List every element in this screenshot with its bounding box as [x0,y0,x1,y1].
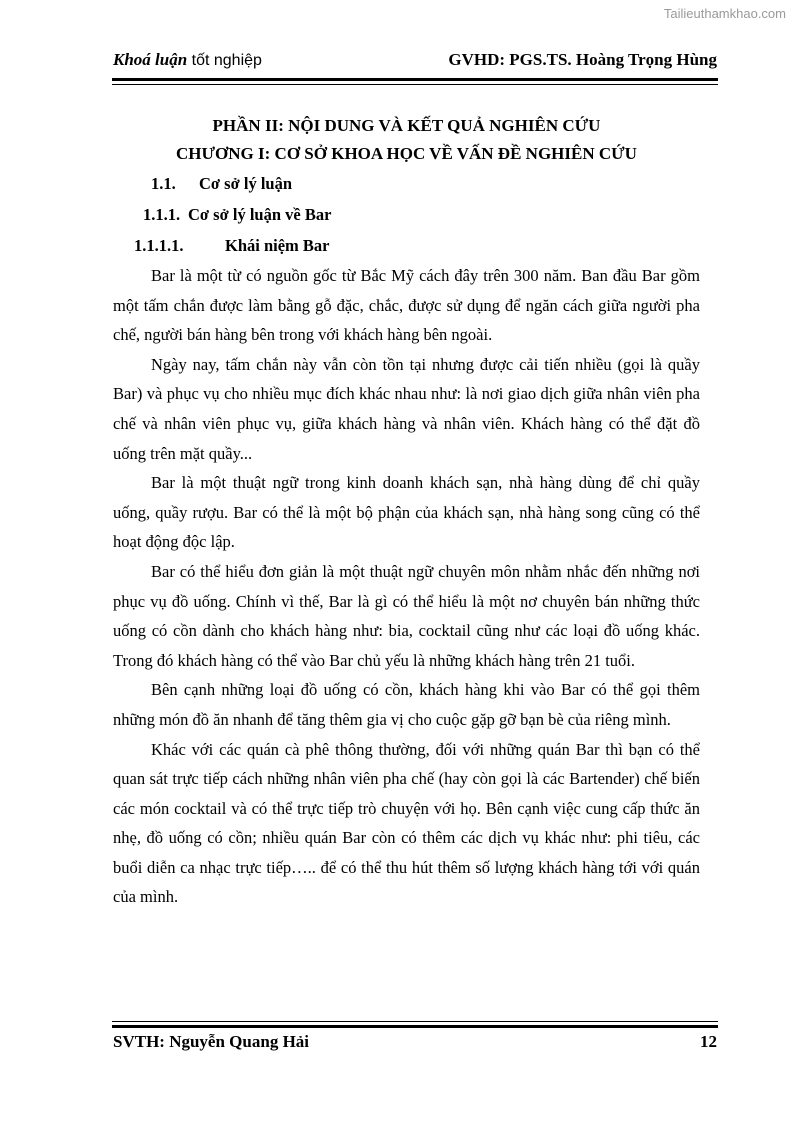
heading-number: 1.1.1.1. [134,236,184,255]
header-advisor: GVHD: PGS.TS. Hoàng Trọng Hùng [448,50,717,69]
heading-number: 1.1. [151,174,176,193]
paragraph: Bar là một từ có nguồn gốc từ Bắc Mỹ cách đây trên 300 năm. Ban đầu Bar gồm một tấm chắn được làm bằng gỗ đặc, chắc, được sử dụng để ngăn cách giữa người pha chế, người bán hàng bên trong với khách hàng bên ngoài. [113,266,700,345]
heading-1-1-1-1 [113,230,700,261]
heading-text: Khái niệm Bar [225,236,330,255]
page-body [113,112,700,912]
page-number: 12 [700,1032,717,1051]
header-rule-thick [112,78,718,81]
heading-number: 1.1.1. [143,205,181,224]
heading-text: Cơ sở lý luận về Bar [188,205,332,224]
watermark: Tailieuthamkhao.com [663,6,786,21]
page-header [113,50,717,70]
heading-text: Cơ sở lý luận [199,174,293,193]
footer-student: SVTH: Nguyễn Quang Hải [113,1032,310,1051]
header-left [113,50,262,70]
paragraph: Bar là một thuật ngữ trong kinh doanh khách sạn, nhà hàng dùng để chỉ quầy uống, quầy rượu. Bar có thể là một bộ phận của khách sạn, nhà hàng song cũng có thể hoạt động độc lập. [113,473,700,552]
header-thesis-label-rest: tốt nghiệp [187,52,262,69]
footer-rule-thin [112,1021,718,1022]
heading-1-1-1 [113,199,700,230]
header-thesis-label: Khoá luận [113,50,188,69]
paragraph: Bên cạnh những loại đồ uống có cồn, khách hàng khi vào Bar có thể gọi thêm những món đồ ăn nhanh để tăng thêm gia vị cho cuộc gặp gỡ bạn bè của riêng mình. [113,680,700,729]
page-footer [113,1032,717,1052]
footer-rule-thick [112,1025,718,1028]
chapter-title: CHƯƠNG I: CƠ SỞ KHOA HỌC VỀ VẤN ĐỀ NGHIÊN CỨU [176,144,637,163]
paragraph: Ngày nay, tấm chắn này vẫn còn tồn tại nhưng được cải tiến nhiều (gọi là quầy Bar) và phục vụ cho nhiều mục đích khác nhau như: là nơi giao dịch giữa nhân viên pha chế và nhân viên phục vụ, giữa khách hàng và nhân viên. Khách hàng có thể đặt đồ uống trên mặt quầy... [113,354,700,463]
part-title: PHẦN II: NỘI DUNG VÀ KẾT QUẢ NGHIÊN CỨU [212,116,601,135]
paragraph: Bar có thể hiểu đơn giản là một thuật ngữ chuyên môn nhằm nhắc đến những nơi phục vụ đồ uống. Chính vì thế, Bar là gì có thể hiểu là một nơ chuyên bán những thức uống có cồn dành cho khách hàng như: bia, cocktail cũng như các loại đồ uống khác. Trong đó khách hàng có thể vào Bar chủ yếu là những khách hàng trên 21 tuổi. [113,561,700,670]
paragraph: Khác với các quán cà phê thông thường, đối với những quán Bar thì bạn có thể quan sát trực tiếp cách những nhân viên pha chế (hay còn gọi là các Bartender) chế biến các món cocktail và có thể trực tiếp trò chuyện với họ. Bên cạnh việc cung cấp thức ăn nhẹ, đồ uống có cồn; nhiều quán Bar còn có thêm các dịch vụ khác như: phi tiêu, các buổi diễn ca nhạc trực tiếp….. để có thể thu hút thêm số lượng khách hàng tới với quán của mình. [113,739,700,907]
heading-1-1 [113,168,700,199]
header-rule-thin [112,84,718,85]
